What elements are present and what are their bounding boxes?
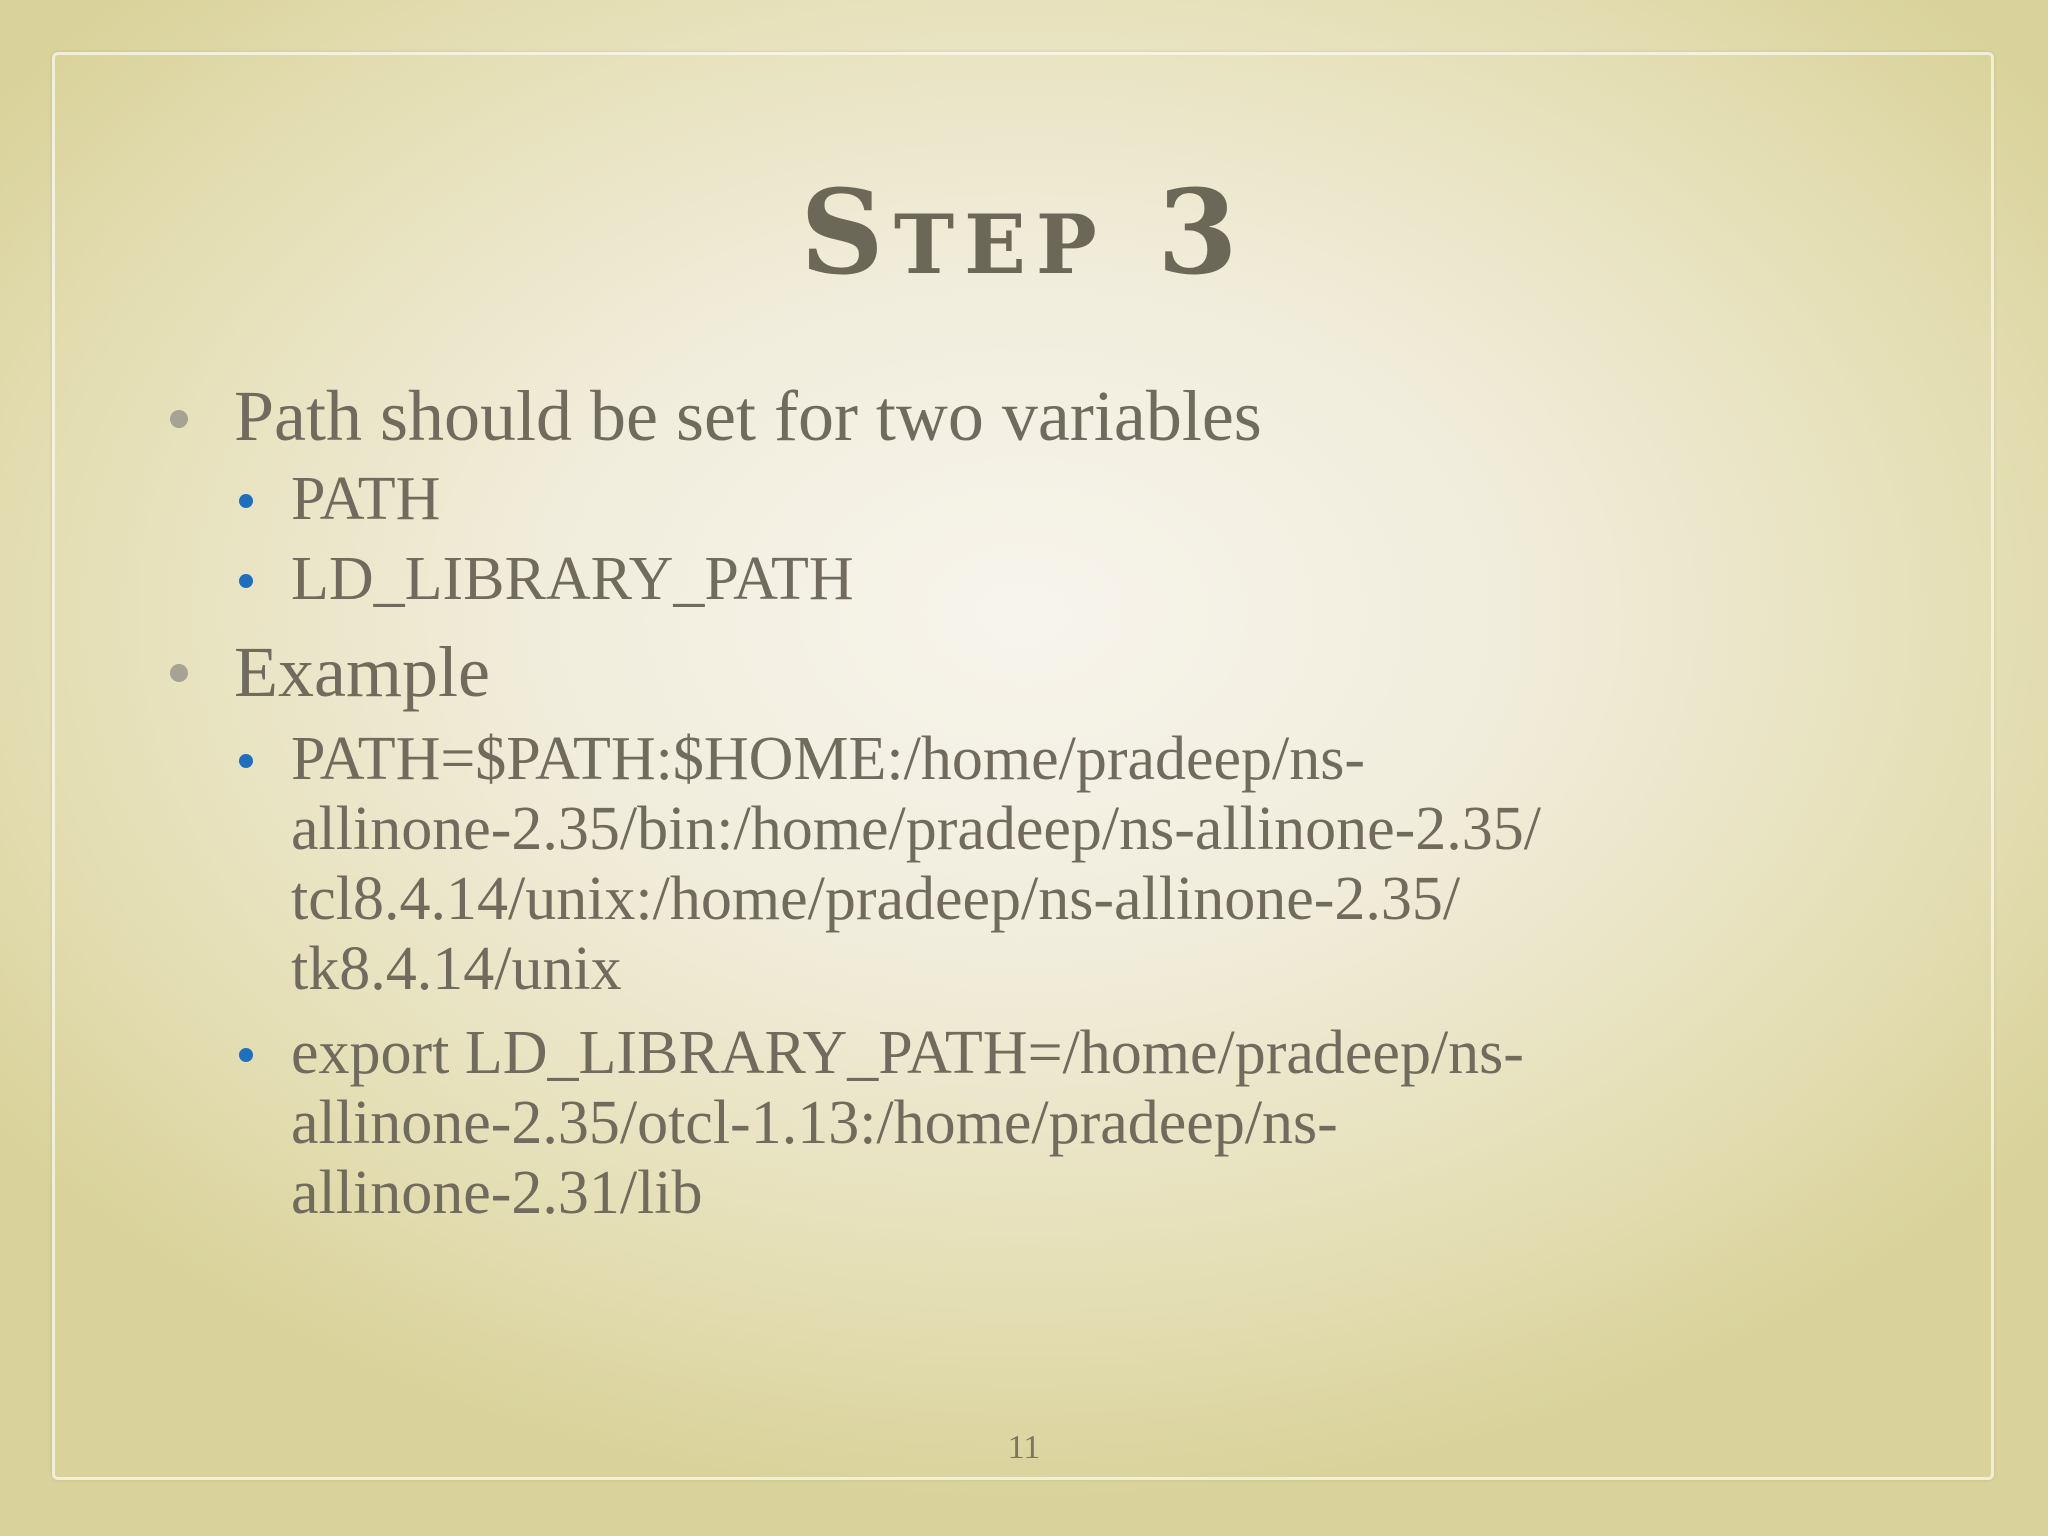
- sub-bullet-dot: [239, 574, 253, 588]
- sub-bullet-path-example-line-4: tk8.4.14/unix: [291, 935, 622, 1003]
- sub-bullet-dot: [239, 754, 253, 768]
- sub-bullet-path-example-line-1: PATH=$PATH:$HOME:/home/pradeep/ns-: [291, 725, 1366, 793]
- sub-bullet-path: PATH: [291, 465, 441, 533]
- page-number: 11: [1007, 1429, 1041, 1466]
- sub-bullet-export-line-1: export LD_LIBRARY_PATH=/home/pradeep/ns-: [291, 1019, 1524, 1087]
- slide-title: Step 3: [800, 165, 1248, 301]
- sub-bullet-ld-library-path: LD_LIBRARY_PATH: [291, 545, 854, 613]
- sub-bullet-dot: [239, 1048, 253, 1062]
- sub-bullet-path-example-line-3: tcl8.4.14/unix:/home/pradeep/ns-allinone-2.35/: [291, 865, 1461, 933]
- bullet-dot: [170, 664, 188, 682]
- sub-bullet-export-line-3: allinone-2.31/lib: [291, 1159, 703, 1227]
- sub-bullet-path-example-line-2: allinone-2.35/bin:/home/pradeep/ns-allinone-2.35/: [291, 795, 1542, 863]
- bullet-dot: [170, 410, 188, 428]
- bullet-example: Example: [234, 632, 490, 712]
- bullet-path-variables: Path should be set for two variables: [234, 376, 1262, 456]
- sub-bullet-dot: [239, 494, 253, 508]
- sub-bullet-export-line-2: allinone-2.35/otcl-1.13:/home/pradeep/ns-: [291, 1089, 1338, 1157]
